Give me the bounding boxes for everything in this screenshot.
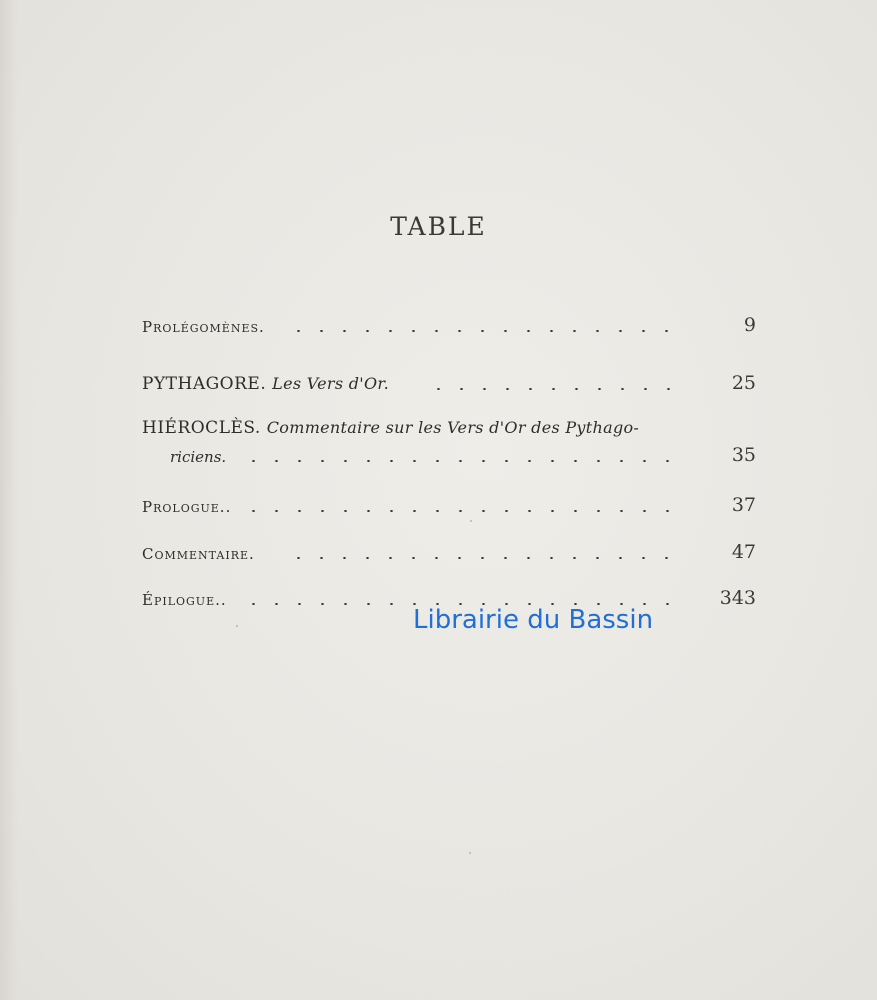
dot-leader [242,460,685,462]
toc-entry-hierocles [142,412,756,440]
paper-speck [470,520,472,522]
toc-entry-label: Commentaire. [142,545,255,563]
toc-entry-prologue [142,490,756,518]
toc-page-number: 9 [743,314,756,336]
toc-page-number: 343 [719,587,756,609]
paper-speck [469,852,471,854]
dot-leader [287,557,685,559]
dot-leader [242,510,685,512]
toc-entry-prolegomenes [142,310,756,338]
toc-entry-author: PYTHAGORE. [142,374,267,394]
toc-entry-work: Les Vers d'Or. [272,374,389,393]
toc-entry-label: Prolégomènes. [142,318,265,336]
paper-speck [236,625,238,627]
toc-entry-label: Épilogue.. [142,591,227,609]
toc-entry-hierocles-continuation [142,440,756,468]
toc-entry-pythagore [142,368,756,396]
toc-entry-work: Commentaire sur les Vers d'Or des Pythago- [266,418,640,437]
toc-page-number: 25 [731,372,756,394]
toc-entry-label: Prologue.. [142,498,232,516]
toc-page-number: 37 [731,494,756,516]
dot-leader [427,388,685,390]
toc-entry-label [142,374,389,394]
toc-entry-continuation: riciens. [170,448,227,466]
dot-leader [287,330,685,332]
toc-page-number: 47 [731,541,756,563]
bookseller-watermark: Librairie du Bassin [413,605,654,635]
toc-entry-commentaire [142,537,756,565]
toc-entry-label [142,418,639,438]
page-title: TABLE [390,212,487,241]
toc-page-number: 35 [731,444,756,466]
spine-shadow [0,0,18,1000]
toc-entry-author: HIÉROCLÈS. [142,418,261,438]
